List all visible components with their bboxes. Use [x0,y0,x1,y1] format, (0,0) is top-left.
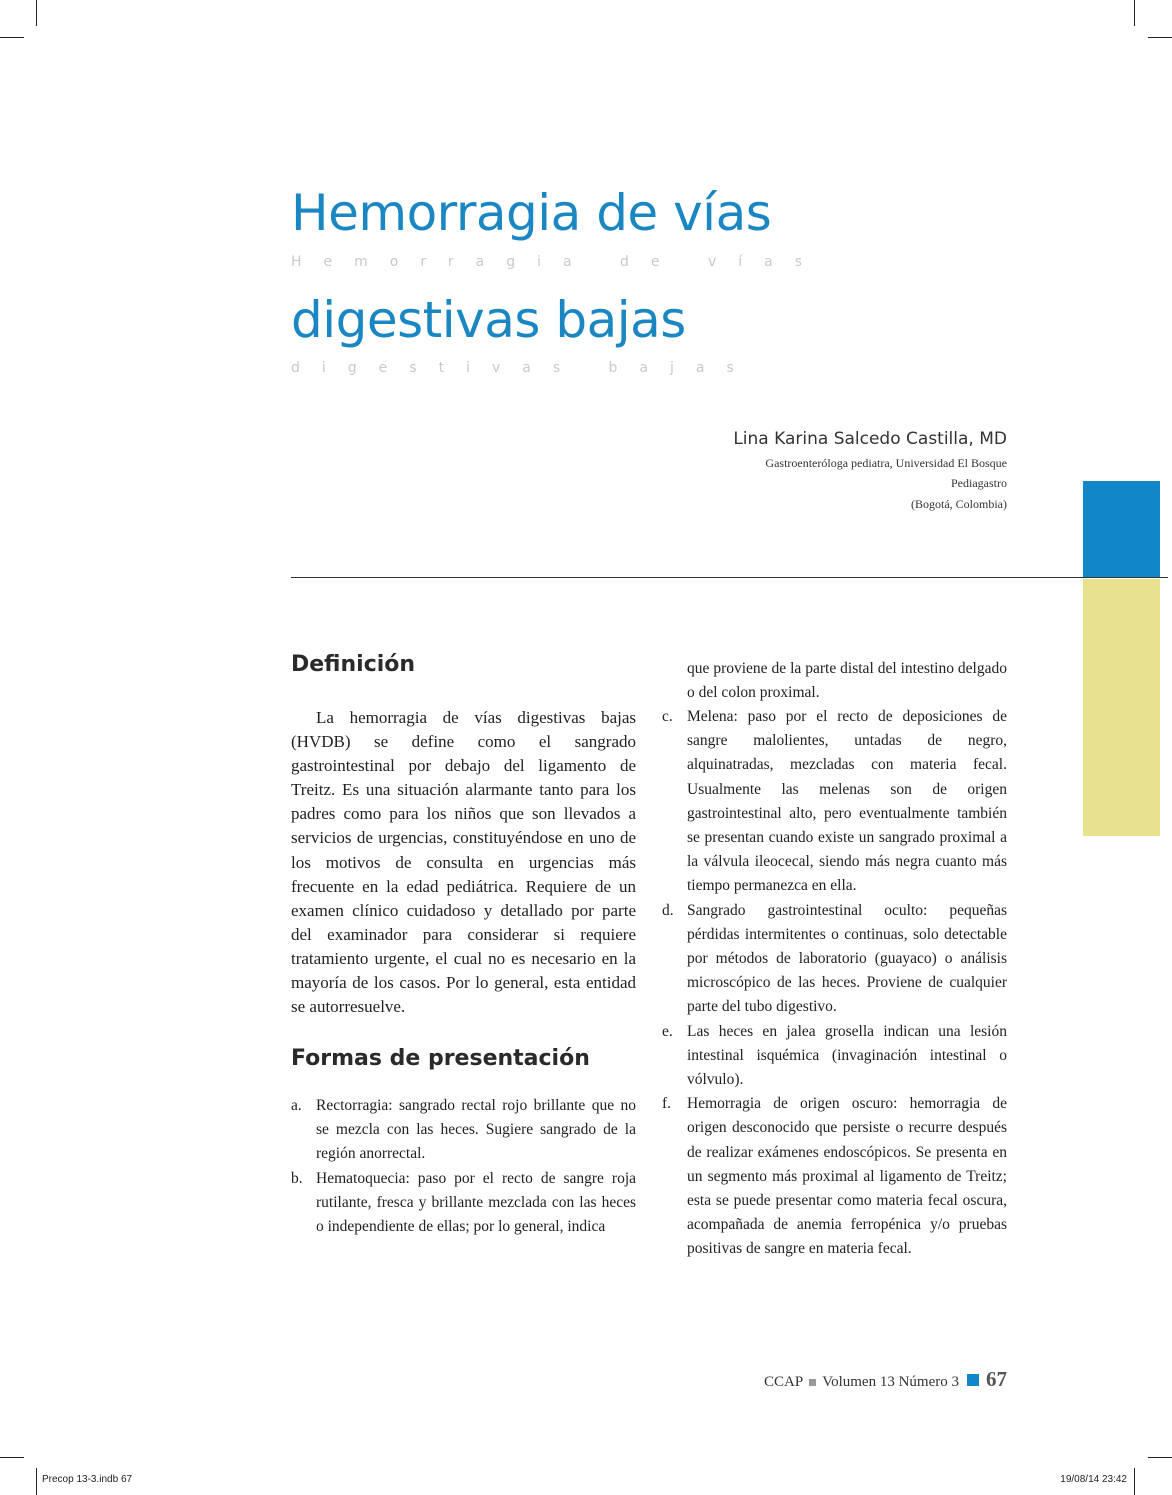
list-item [662,1020,1007,1093]
author-location: (Bogotá, Colombia) [911,497,1007,511]
list-item-label: a. [291,1097,302,1114]
crop-mark [1134,1468,1135,1495]
list-item [662,899,1007,1020]
list-item-text: Sangrado gastrointestinal oculto: pequeñas pérdidas intermitentes o continuas, solo detectable por métodos de laboratorio (guayaco) o análisis microscópico de las heces. Proviene de cualquier parte del tubo digestivo. [687,901,1007,1016]
list-item-text: Melena: paso por el recto de deposiciones de sangre malolientes, untadas de negro, alquinatradas, mezcladas con materia fecal. Usualmente las melenas son de origen gastrointestinal alto, pero eventualmente también se presentan cuando existe un sangrado proximal a la válvula ileocecal, siendo más negra cuanto más tiempo permanezca en ella. [687,708,1007,895]
list-item-label: e. [662,1022,673,1040]
presentation-list-right [662,705,1007,1262]
list-item [662,705,1007,899]
footer-journal: CCAP [764,1374,804,1390]
article-title-line2: digestivas bajas [291,291,686,349]
page-number: 67 [986,1367,1007,1391]
list-item [662,1092,1007,1261]
definicion-paragraph: La hemorragia de vías digestivas bajas (HVDB) se define como el sangrado gastrointestinal por debajo del ligamento de Treitz. Es una situación alarmante tanto para los padres como para los niños que son llevados a servicios de urgencias, constituyéndose en uno de los motivos de consulta en urgencias más frecuente en la edad pediátrica. Requiere de un examen clínico cuidadoso y detallado por parte del examinador para considerar si requiere tratamiento urgente, el cual no es necesario en la mayoría de los casos. Por lo general, esta entidad se autorresuelve. [291,708,636,1017]
author-affiliation-2: Pediagastro [951,476,1007,490]
crop-mark [0,1457,24,1458]
title-ghost-line1: Hemorragia de vías [291,254,824,270]
crop-mark [36,1468,37,1495]
list-item-label: d. [662,901,674,919]
list-item-text: Rectorragia: sangrado rectal rojo brillante que no se mezcla con las heces. Sugiere sangrado de la región anorrectal. [316,1097,636,1163]
crop-mark [1148,1457,1172,1458]
list-item-label: f. [662,1095,672,1113]
crop-mark [1148,37,1172,38]
grey-square-icon [809,1379,816,1386]
list-continuation-text: que proviene de la parte distal del intestino delgado o del colon proximal. [687,660,1007,702]
blue-square-icon [967,1374,979,1386]
side-tab-yellow [1083,579,1160,836]
list-item-label: c. [662,708,673,725]
article-title-line1: Hemorragia de vías [291,184,772,242]
author-name: Lina Karina Salcedo Castilla, MD [733,429,1007,449]
side-tab-blue [1083,481,1160,577]
title-ghost-line2: digestivas bajas [291,360,756,376]
list-item-text: Hemorragia de origen oscuro: hemorragia de origen desconocido que persiste o recurre después de realizar exámenes endoscópicos. Se presenta en un segmento más proximal al ligamento de Treitz; esta se puede presentar como materia fecal oscura, acompañada de anemia ferropénica y/o pruebas positivas de sangre en materia fecal. [687,1095,1007,1258]
slug-file: Precop 13-3.indb 67 [42,1474,133,1485]
slug-datetime: 19/08/14 23:42 [1060,1474,1127,1485]
crop-mark [1134,0,1135,26]
list-item-text: Hematoquecia: paso por el recto de sangre roja rutilante, fresca y brillante mezclada con las heces o independiente de ellas; por lo general, indica [316,1169,636,1236]
section-heading-definicion: Definición [291,652,416,677]
divider-rule [291,577,1168,578]
list-item-label: b. [291,1169,303,1187]
list-item [291,1094,636,1167]
crop-mark [36,0,37,26]
page-footer [764,1367,1007,1392]
crop-mark [0,37,24,38]
footer-volume: Volumen 13 Número 3 [822,1374,959,1390]
list-item-text: Las heces en jalea grosella indican una lesión intestinal isquémica (invaginación intestinal o vólvulo). [687,1022,1007,1089]
author-affiliation: Gastroenteróloga pediatra, Universidad El Bosque [765,456,1007,470]
presentation-list-left [291,1094,636,1239]
list-item [291,1167,636,1240]
section-heading-formas: Formas de presentación [291,1046,590,1071]
